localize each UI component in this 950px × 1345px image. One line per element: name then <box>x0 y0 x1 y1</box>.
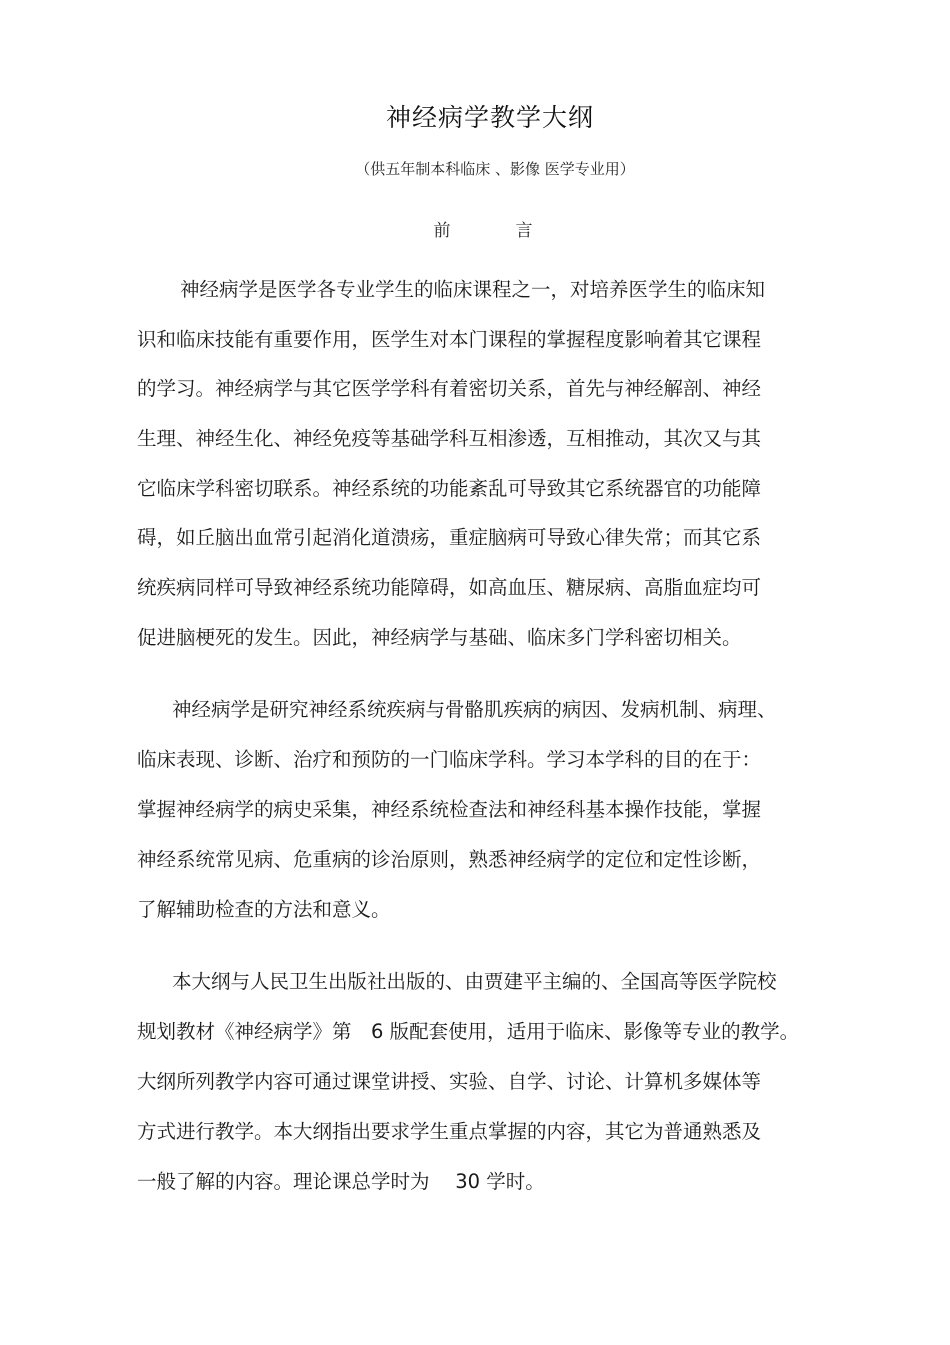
paragraph-2-line-2: 临床表现、诊断、治疗和预防的一门临床学科。学习本学科的目的在于： <box>137 748 762 771</box>
paragraph-1-line-2: 识和临床技能有重要作用，医学生对本门课程的掌握程度影响着其它课程 <box>137 328 762 351</box>
paragraph-2-line-5: 了解辅助检查的方法和意义。 <box>137 898 391 921</box>
paragraph-1-line-5: 它临床学科密切联系。神经系统的功能紊乱可导致其它系统器官的功能障 <box>137 477 762 500</box>
paragraph-3-line-3: 大纲所列教学内容可通过课堂讲授、实验、自学、讨论、计算机多媒体等 <box>137 1070 762 1093</box>
document-title: 神经病学教学大纲 <box>385 103 594 132</box>
paragraph-3-line-5: 一般了解的内容。理论课总学时为 30 学时。 <box>137 1170 545 1193</box>
paragraph-3-line-1: 本大纲与人民卫生出版社出版的、由贾建平主编的、全国高等医学院校 <box>172 970 777 993</box>
paragraph-1-line-4: 生理、神经生化、神经免疫等基础学科互相渗透，互相推动，其次又与其 <box>137 427 762 450</box>
paragraph-1-line-6: 碍，如丘脑出血常引起消化道溃疡，重症脑病可导致心律失常；而其它系 <box>137 526 762 549</box>
paragraph-1-line-3: 的学习。神经病学与其它医学学科有着密切关系，首先与神经解剖、神经 <box>137 377 762 400</box>
paragraph-2-line-1: 神经病学是研究神经系统疾病与骨骼肌疾病的病因、发病机制、病理、 <box>172 698 777 721</box>
paragraph-1-line-8: 促进脑梗死的发生。因此，神经病学与基础、临床多门学科密切相关。 <box>137 626 742 649</box>
paragraph-2-line-4: 神经系统常见病、危重病的诊治原则，熟悉神经病学的定位和定性诊断， <box>137 848 762 871</box>
section-heading-preface: 前 言 <box>433 221 557 241</box>
document-subtitle: （供五年制本科临床 、影像 医学专业用） <box>355 160 635 178</box>
paragraph-1-line-7: 统疾病同样可导致神经系统功能障碍，如高血压、糖尿病、高脂血症均可 <box>137 576 762 599</box>
paragraph-3-line-2: 规划教材《神经病学》第 6 版配套使用，适用于临床、影像等专业的教学。 <box>137 1020 800 1043</box>
paragraph-1-line-1: 神经病学是医学各专业学生的临床课程之一，对培养医学生的临床知 <box>180 278 766 301</box>
paragraph-3-line-4: 方式进行教学。本大纲指出要求学生重点掌握的内容，其它为普通熟悉及 <box>137 1120 762 1143</box>
paragraph-2-line-3: 掌握神经病学的病史采集，神经系统检查法和神经科基本操作技能，掌握 <box>137 798 762 821</box>
